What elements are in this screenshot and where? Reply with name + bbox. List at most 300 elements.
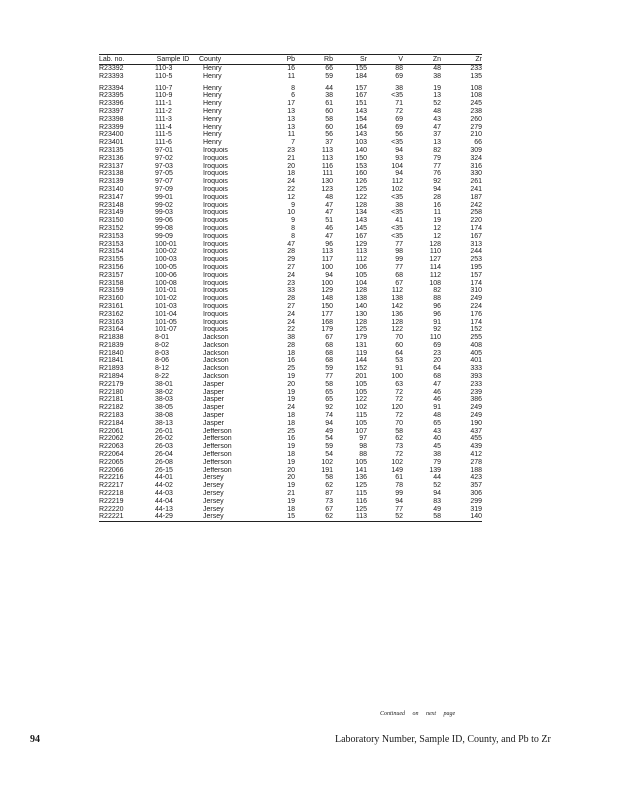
cell-sr: 125 — [355, 482, 367, 490]
cell-rb: 77 — [325, 373, 333, 381]
cell-rb: 73 — [325, 497, 333, 505]
cell-sample-id: 99-08 — [155, 224, 173, 232]
cell-sample-id: 44-04 — [155, 497, 173, 505]
cell-sample-id: 97-09 — [155, 185, 173, 193]
cell-zr: 239 — [470, 388, 482, 396]
cell-v: 38 — [395, 201, 403, 209]
cell-lab-no: R23162 — [99, 310, 124, 318]
cell-lab-no: R23398 — [99, 115, 124, 123]
cell-pb: 13 — [287, 115, 295, 123]
cell-zn: 96 — [433, 302, 441, 310]
cell-zr: 167 — [470, 232, 482, 240]
cell-sr: 154 — [355, 115, 367, 123]
cell-zr: 393 — [470, 373, 482, 381]
cell-sr: 143 — [355, 131, 367, 139]
cell-pb: 6 — [291, 92, 295, 100]
table-row — [99, 350, 482, 358]
cell-sample-id: 101-07 — [155, 326, 177, 334]
cell-pb: 22 — [287, 185, 295, 193]
cell-zr: 309 — [470, 146, 482, 154]
cell-county: Iroquois — [203, 170, 228, 178]
table-row — [99, 264, 482, 272]
cell-county: Jackson — [203, 357, 229, 365]
cell-v: 112 — [391, 178, 403, 186]
cell-zr: 135 — [470, 72, 482, 80]
cell-lab-no: R22064 — [99, 451, 124, 459]
cell-pb: 24 — [287, 404, 295, 412]
cell-zn: 112 — [429, 271, 441, 279]
cell-v: 128 — [391, 318, 403, 326]
cell-lab-no: R23396 — [99, 100, 124, 108]
cell-sr: 164 — [355, 123, 367, 131]
cell-sample-id: 38-03 — [155, 396, 173, 404]
cell-rb: 44 — [325, 84, 333, 92]
cell-pb: 28 — [287, 341, 295, 349]
cell-county: Jackson — [203, 349, 229, 357]
cell-zr: 241 — [470, 185, 482, 193]
cell-sr: 130 — [355, 310, 367, 318]
cell-rb: 47 — [325, 232, 333, 240]
cell-zr: 258 — [470, 209, 482, 217]
cell-county: Iroquois — [203, 193, 228, 201]
cell-county: Iroquois — [203, 224, 228, 232]
cell-v: 149 — [391, 466, 403, 474]
cell-lab-no: R23397 — [99, 107, 124, 115]
cell-zr: 405 — [470, 349, 482, 357]
cell-zn: 82 — [433, 287, 441, 295]
cell-v: 67 — [395, 279, 403, 287]
cell-sr: 113 — [355, 248, 367, 256]
table-row — [99, 435, 482, 443]
cell-zn: 94 — [433, 185, 441, 193]
cell-pb: 24 — [287, 271, 295, 279]
cell-zr: 299 — [470, 497, 482, 505]
cell-pb: 33 — [287, 287, 295, 295]
cell-sample-id: 101-01 — [155, 287, 177, 295]
cell-sr: 88 — [359, 451, 367, 459]
cell-pb: 20 — [287, 162, 295, 170]
cell-zr: 330 — [470, 170, 482, 178]
cell-sr: 140 — [355, 302, 367, 310]
cell-sr: 98 — [359, 443, 367, 451]
cell-county: Jersey — [199, 513, 259, 521]
cell-lab-no: R23393 — [99, 72, 124, 80]
cell-zn: 79 — [433, 154, 441, 162]
cell-zn: 69 — [433, 341, 441, 349]
table-row — [99, 404, 482, 412]
cell-zn: 48 — [433, 65, 441, 72]
cell-sample-id: 111-6 — [155, 139, 172, 147]
table-row — [99, 412, 482, 420]
cell-sr: 179 — [355, 334, 367, 342]
cell-zr: 261 — [470, 178, 482, 186]
cell-zn: 28 — [433, 193, 441, 201]
cell-lab-no: R23400 — [99, 131, 124, 139]
cell-v: 58 — [395, 427, 403, 435]
cell-pb: 23 — [287, 279, 295, 287]
cell-zr: 152 — [470, 326, 482, 334]
table-row — [99, 280, 482, 288]
cell-sample-id: 38-02 — [155, 388, 173, 396]
cell-zn: 47 — [433, 380, 441, 388]
cell-zn: 37 — [433, 131, 441, 139]
cell-sample-id: 44-29 — [147, 513, 199, 521]
cell-v: 138 — [391, 295, 403, 303]
cell-pb: 24 — [287, 318, 295, 326]
cell-v: 72 — [395, 388, 403, 396]
cell-zr: 238 — [470, 107, 482, 115]
cell-sample-id: 100-05 — [155, 263, 177, 271]
cell-lab-no: R21839 — [99, 341, 124, 349]
cell-rb: 111 — [322, 170, 333, 178]
cell-sample-id: 99-01 — [155, 193, 173, 201]
cell-sr: 122 — [355, 396, 367, 404]
cell-zr: 108 — [470, 92, 482, 100]
data-table-container — [99, 54, 482, 522]
cell-sr: 152 — [355, 365, 367, 373]
cell-county: Jasper — [203, 396, 225, 404]
cell-lab-no: R23155 — [99, 256, 124, 264]
cell-sample-id: 97-05 — [155, 170, 173, 178]
cell-sample-id: 101-02 — [155, 295, 177, 303]
cell-rb: 58 — [325, 474, 333, 482]
cell-v: 73 — [395, 443, 403, 451]
cell-zn: 114 — [429, 263, 441, 271]
cell-rb: 65 — [325, 388, 333, 396]
cell-zn: 83 — [433, 497, 441, 505]
cell-v: 98 — [395, 248, 403, 256]
cell-sample-id: 8-12 — [155, 365, 170, 373]
cell-pb: 9 — [291, 201, 295, 209]
cell-pb: 19 — [287, 373, 295, 381]
cell-rb: 100 — [321, 263, 333, 271]
cell-county: Iroquois — [203, 209, 228, 217]
cell-v: 38 — [395, 84, 403, 92]
cell-pb: 11 — [287, 72, 295, 80]
cell-pb: 24 — [287, 178, 295, 186]
cell-lab-no: R23139 — [99, 178, 124, 186]
cell-county: Iroquois — [203, 248, 228, 256]
cell-zn: 19 — [433, 217, 441, 225]
cell-county: Henry — [203, 131, 222, 139]
cell-county: Jackson — [203, 341, 229, 349]
cell-pb: 20 — [287, 380, 295, 388]
cell-lab-no: R22182 — [99, 404, 124, 412]
cell-rb: 48 — [325, 193, 333, 201]
cell-rb: 62 — [325, 482, 333, 490]
cell-county: Iroquois — [203, 287, 228, 295]
cell-county: Jersey — [203, 490, 224, 498]
cell-sr: 144 — [355, 357, 367, 365]
table-row — [99, 396, 482, 404]
col-header-lab-no: Lab. no. — [99, 55, 147, 65]
cell-sample-id: 8-03 — [155, 349, 170, 357]
cell-rb: 123 — [321, 185, 333, 193]
table-row — [99, 170, 482, 178]
running-title: Laboratory Number, Sample ID, County, and Pb to Zr — [335, 734, 551, 745]
cell-zn: 91 — [433, 318, 441, 326]
cell-v: 120 — [391, 404, 403, 412]
cell-zn: 110 — [429, 334, 441, 342]
cell-lab-no: R23137 — [99, 162, 124, 170]
table-row — [99, 420, 482, 428]
cell-zn: 23 — [433, 349, 441, 357]
cell-sample-id: 97-07 — [155, 178, 173, 186]
cell-county: Iroquois — [203, 232, 228, 240]
cell-county: Jefferson — [203, 427, 232, 435]
cell-v: 69 — [395, 72, 403, 80]
cell-zn: 82 — [433, 146, 441, 154]
cell-sr: 125 — [355, 185, 367, 193]
cell-sample-id: 38-01 — [155, 380, 173, 388]
cell-sample-id: 111-3 — [155, 115, 172, 123]
cell-rb: 113 — [321, 146, 333, 154]
cell-pb: 24 — [287, 310, 295, 318]
cell-v: 70 — [395, 419, 403, 427]
cell-pb: 16 — [287, 435, 295, 443]
cell-pb: 19 — [287, 482, 295, 490]
cell-lab-no: R22066 — [99, 466, 124, 474]
cell-rb: 56 — [325, 131, 333, 139]
cell-pb: 11 — [287, 131, 295, 139]
cell-zr: 233 — [470, 380, 482, 388]
cell-rb: 66 — [325, 65, 333, 72]
cell-county: Iroquois — [203, 201, 228, 209]
cell-rb: 129 — [321, 287, 333, 295]
cell-pb: 28 — [287, 295, 295, 303]
cell-lab-no: R23399 — [99, 123, 124, 131]
cell-zr: 108 — [470, 84, 482, 92]
cell-sample-id: 8-02 — [155, 341, 170, 349]
cell-zn: 47 — [433, 123, 441, 131]
cell-v: <35 — [391, 92, 403, 100]
cell-lab-no: R23164 — [99, 326, 124, 334]
cell-lab-no: R21838 — [99, 334, 124, 342]
cell-sample-id: 99-03 — [155, 209, 173, 217]
cell-sample-id: 26-01 — [155, 427, 173, 435]
cell-lab-no: R23149 — [99, 209, 124, 217]
cell-pb: 18 — [287, 419, 295, 427]
cell-sr: 153 — [355, 162, 367, 170]
cell-sr: 141 — [355, 466, 367, 474]
cell-pb: 22 — [287, 326, 295, 334]
cell-county: Henry — [203, 92, 222, 100]
cell-sr: 145 — [355, 224, 367, 232]
cell-pb: 18 — [287, 170, 295, 178]
cell-pb: 16 — [287, 357, 295, 365]
table-row — [99, 443, 482, 451]
table-row — [99, 506, 482, 514]
cell-v: 71 — [395, 100, 403, 108]
cell-lab-no: R22063 — [99, 443, 124, 451]
cell-county: Iroquois — [203, 185, 228, 193]
table-row — [99, 428, 482, 436]
cell-county: Jackson — [203, 373, 229, 381]
cell-lab-no: R22184 — [99, 419, 124, 427]
cell-rb: 58 — [325, 115, 333, 123]
cell-lab-no: R23156 — [99, 263, 124, 271]
cell-v: <35 — [391, 209, 403, 217]
cell-rb: 54 — [325, 435, 333, 443]
cell-zr: 306 — [470, 490, 482, 498]
cell-zn: 43 — [433, 115, 441, 123]
cell-zn: 76 — [433, 170, 441, 178]
cell-county: Henry — [203, 123, 222, 131]
cell-county: Jackson — [203, 365, 229, 373]
cell-lab-no: R22061 — [99, 427, 124, 435]
cell-v: 62 — [395, 435, 403, 443]
cell-lab-no: R22183 — [99, 412, 124, 420]
table-row — [99, 163, 482, 171]
cell-sr: 116 — [355, 497, 367, 505]
cell-sr: 138 — [355, 295, 367, 303]
cell-zn: 91 — [433, 404, 441, 412]
cell-zn: 49 — [433, 505, 441, 513]
cell-lab-no: R22220 — [99, 505, 124, 513]
cell-lab-no: R22218 — [99, 490, 124, 498]
cell-lab-no: R22181 — [99, 396, 124, 404]
cell-rb: 92 — [325, 404, 333, 412]
cell-lab-no: R23148 — [99, 201, 124, 209]
cell-zn: 58 — [403, 513, 441, 521]
cell-county: Jersey — [203, 474, 224, 482]
cell-lab-no: R23395 — [99, 92, 124, 100]
cell-sr: 184 — [355, 72, 367, 80]
cell-sample-id: 110-5 — [155, 72, 173, 80]
cell-rb: 113 — [321, 154, 333, 162]
cell-county: Iroquois — [203, 310, 228, 318]
cell-sample-id: 110-3 — [155, 65, 173, 72]
cell-zn: 79 — [433, 458, 441, 466]
cell-zn: 65 — [433, 419, 441, 427]
cell-zn: 40 — [433, 435, 441, 443]
cell-sr: 201 — [355, 373, 367, 381]
cell-rb: 65 — [325, 396, 333, 404]
cell-lab-no: R21893 — [99, 365, 124, 373]
cell-county: Iroquois — [203, 217, 228, 225]
table-row — [99, 256, 482, 264]
cell-sr: 125 — [355, 326, 367, 334]
cell-v: 72 — [395, 412, 403, 420]
cell-pb: 21 — [287, 154, 295, 162]
cell-lab-no: R23159 — [99, 287, 124, 295]
cell-lab-no: R22216 — [99, 474, 124, 482]
cell-lab-no: R23153 — [99, 232, 124, 240]
cell-lab-no: R22062 — [99, 435, 124, 443]
table-row — [99, 147, 482, 155]
cell-zr: 249 — [470, 412, 482, 420]
cell-sample-id: 111-2 — [155, 107, 172, 115]
cell-v: 94 — [395, 497, 403, 505]
cell-zr: 255 — [470, 334, 482, 342]
continued-note: Continued on next page — [380, 711, 456, 717]
table-row — [99, 311, 482, 319]
cell-v: 72 — [395, 107, 403, 115]
cell-sr: 136 — [355, 474, 367, 482]
col-header-zn: Zn — [403, 55, 441, 65]
cell-zr: 437 — [470, 427, 482, 435]
cell-zr: 157 — [470, 271, 482, 279]
cell-pb: 19 — [287, 396, 295, 404]
cell-v: 77 — [395, 240, 403, 248]
cell-zr: 66 — [474, 139, 482, 147]
cell-pb: 18 — [287, 451, 295, 459]
cell-lab-no: R23150 — [99, 217, 124, 225]
cell-zn: 20 — [433, 357, 441, 365]
cell-county: Iroquois — [203, 146, 228, 154]
cell-pb: 19 — [287, 443, 295, 451]
cell-zn: 16 — [433, 201, 441, 209]
cell-pb: 19 — [287, 497, 295, 505]
cell-zn: 38 — [433, 72, 441, 80]
cell-pb: 13 — [287, 123, 295, 131]
cell-rb: 58 — [325, 380, 333, 388]
table-row — [99, 303, 482, 311]
cell-zr: 386 — [470, 396, 482, 404]
cell-pb: 19 — [287, 458, 295, 466]
table-row — [99, 490, 482, 498]
cell-sr: 119 — [355, 349, 367, 357]
cell-sample-id: 38-08 — [155, 412, 173, 420]
cell-rb: 117 — [321, 256, 333, 264]
cell-zr: 233 — [470, 65, 482, 72]
cell-rb: 59 — [325, 72, 333, 80]
table-row — [99, 272, 482, 280]
cell-v: 102 — [391, 458, 403, 466]
cell-zn: 48 — [433, 107, 441, 115]
col-header-zr: Zr — [441, 55, 482, 65]
table-row — [99, 342, 482, 350]
cell-zr: 279 — [470, 123, 482, 131]
cell-zr: 313 — [470, 240, 482, 248]
cell-lab-no: R23136 — [99, 154, 124, 162]
table-row — [99, 365, 482, 373]
cell-zr: 140 — [441, 513, 482, 521]
cell-sample-id: 100-03 — [155, 256, 177, 264]
cell-sr: 97 — [359, 435, 367, 443]
cell-zn: 92 — [433, 326, 441, 334]
cell-sample-id: 97-02 — [155, 154, 173, 162]
cell-sr: 112 — [355, 256, 367, 264]
cell-zr: 316 — [470, 162, 482, 170]
cell-zr: 401 — [470, 357, 482, 365]
cell-county: Iroquois — [203, 302, 228, 310]
col-header-pb: Pb — [259, 55, 295, 65]
cell-v: 104 — [391, 162, 403, 170]
cell-v: <35 — [391, 232, 403, 240]
cell-pb: 15 — [259, 513, 295, 521]
cell-rb: 60 — [325, 107, 333, 115]
cell-lab-no: R23161 — [99, 302, 124, 310]
cell-sr: 151 — [355, 100, 367, 108]
cell-rb: 61 — [325, 100, 333, 108]
cell-county: Iroquois — [203, 271, 228, 279]
cell-pb: 18 — [287, 412, 295, 420]
cell-rb: 49 — [325, 427, 333, 435]
cell-zn: 46 — [433, 396, 441, 404]
cell-v: 94 — [395, 170, 403, 178]
cell-rb: 96 — [325, 240, 333, 248]
cell-zn: 13 — [433, 139, 441, 147]
table-row — [99, 124, 482, 132]
cell-county: Iroquois — [203, 295, 228, 303]
cell-lab-no: R22219 — [99, 497, 124, 505]
cell-county: Jefferson — [203, 458, 232, 466]
cell-zn: 19 — [433, 84, 441, 92]
cell-v: 93 — [395, 154, 403, 162]
cell-pb: 19 — [287, 388, 295, 396]
cell-rb: 191 — [321, 466, 333, 474]
